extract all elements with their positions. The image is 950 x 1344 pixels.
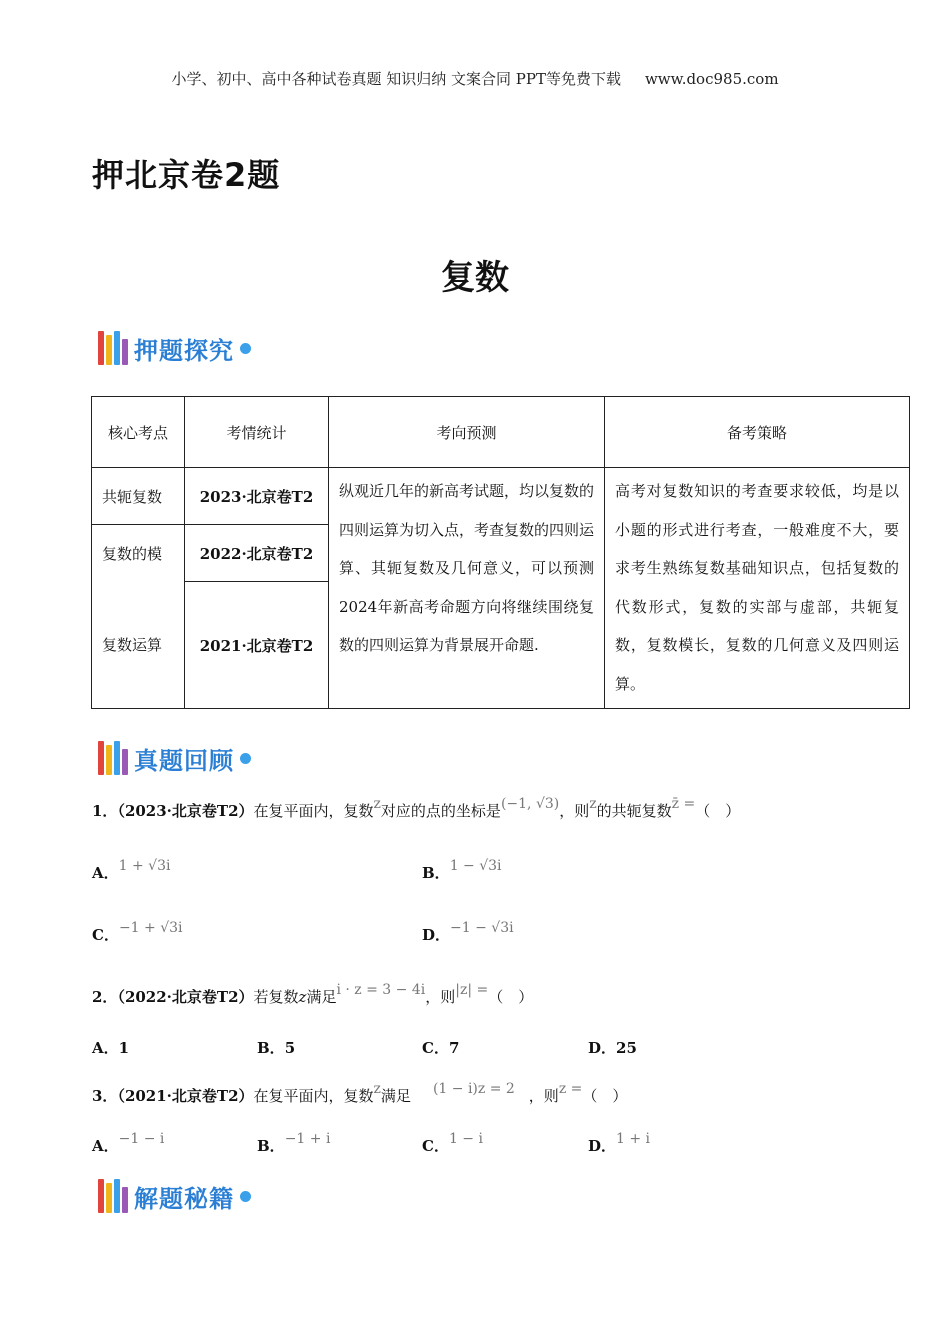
question-source: （2022·北京卷T2） bbox=[117, 988, 254, 1006]
answer-paren: （ ） bbox=[582, 1087, 628, 1105]
option-label: B． bbox=[257, 1039, 285, 1057]
option-c[interactable] bbox=[422, 1037, 459, 1058]
dot-icon bbox=[240, 1191, 251, 1202]
question-text: 在复平面内，复数 bbox=[253, 802, 374, 820]
option-expr: 1 − i bbox=[448, 1131, 483, 1147]
option-a[interactable] bbox=[92, 1131, 165, 1156]
option-label: C． bbox=[422, 1039, 449, 1057]
option-a[interactable] bbox=[92, 858, 171, 883]
option-expr: 7 bbox=[448, 1039, 460, 1057]
option-c[interactable] bbox=[92, 920, 183, 945]
topic-cell: 共轭复数 bbox=[92, 468, 185, 525]
answer-paren: （ ） bbox=[488, 988, 534, 1006]
topic-title: 复数 bbox=[441, 258, 509, 298]
question-number: 2． bbox=[92, 988, 118, 1006]
stat-cell: 2021·北京卷T2 bbox=[185, 582, 329, 709]
option-expr: 25 bbox=[616, 1039, 637, 1057]
option-expr: 1 − √3i bbox=[449, 858, 502, 874]
question-source: （2023·北京卷T2） bbox=[117, 802, 254, 820]
strategy-cell: 高考对复数知识的考查要求较低，均是以小题的形式进行考查，一般难度不大，要求考生熟练复数基础知识点，包括复数的代数形式，复数的实部与虚部，共轭复数，复数模长，复数的几何意义及四则运算。 bbox=[605, 468, 910, 709]
option-expr: −1 − √3i bbox=[450, 920, 514, 936]
question-3 bbox=[92, 1081, 628, 1106]
header-cell: 备考策略 bbox=[605, 397, 910, 468]
math-z: z bbox=[589, 796, 597, 812]
option-label: D． bbox=[422, 926, 451, 944]
header-site[interactable]: www.doc985.com bbox=[644, 70, 779, 88]
option-label: C． bbox=[422, 1137, 449, 1155]
option-label: B． bbox=[422, 864, 450, 882]
topic-cell: 复数运算 bbox=[92, 582, 185, 709]
stat-cell: 2022·北京卷T2 bbox=[185, 525, 329, 582]
header-cell: 核心考点 bbox=[92, 397, 185, 468]
table-row bbox=[92, 468, 910, 525]
topic-cell: 复数的模 bbox=[92, 525, 185, 582]
option-d[interactable] bbox=[588, 1037, 637, 1058]
stat-cell: 2023·北京卷T2 bbox=[185, 468, 329, 525]
question-2 bbox=[92, 982, 534, 1007]
header-cell: 考向预测 bbox=[329, 397, 605, 468]
option-expr: 5 bbox=[284, 1039, 296, 1057]
page-header bbox=[0, 68, 950, 89]
option-d[interactable] bbox=[422, 920, 514, 945]
question-text: ，则 bbox=[528, 1087, 559, 1105]
option-c[interactable] bbox=[422, 1131, 483, 1156]
math-z: z bbox=[373, 1081, 381, 1097]
question-text: 若复数 bbox=[253, 988, 299, 1006]
option-expr: −1 − i bbox=[118, 1131, 165, 1147]
option-b[interactable] bbox=[257, 1131, 331, 1156]
question-text: 满足 bbox=[306, 988, 337, 1006]
question-text: 的共轭复数 bbox=[596, 802, 672, 820]
math-modulus: |z| = bbox=[455, 982, 489, 998]
option-label: D． bbox=[588, 1137, 617, 1155]
document-title: 押北京卷2题 bbox=[92, 156, 281, 194]
section-heading-explore bbox=[98, 328, 251, 368]
section-title: 真题回顾 bbox=[134, 746, 234, 775]
math-conjugate: z̄ = bbox=[671, 796, 696, 812]
books-icon bbox=[98, 331, 130, 365]
option-label: A． bbox=[92, 864, 119, 882]
answer-paren: （ ） bbox=[695, 802, 741, 820]
math-equation: i · z = 3 − 4i bbox=[336, 982, 426, 998]
option-a[interactable] bbox=[92, 1037, 129, 1058]
question-text: ，则 bbox=[425, 988, 456, 1006]
question-number: 1． bbox=[92, 802, 118, 820]
option-label: A． bbox=[92, 1137, 119, 1155]
question-text: 满足 bbox=[380, 1087, 411, 1105]
question-text: ，则 bbox=[559, 802, 590, 820]
section-heading-review bbox=[98, 738, 251, 778]
header-text: 小学、初中、高中各种试卷真题 知识归纳 文案合同 PPT等免费下载 bbox=[171, 70, 621, 88]
question-number: 3． bbox=[92, 1087, 118, 1105]
question-text: 在复平面内，复数 bbox=[253, 1087, 374, 1105]
option-expr: 1 + √3i bbox=[118, 858, 171, 874]
question-text: 对应的点的坐标是 bbox=[380, 802, 501, 820]
section-title: 押题探究 bbox=[134, 336, 234, 365]
dot-icon bbox=[240, 753, 251, 764]
header-cell: 考情统计 bbox=[185, 397, 329, 468]
option-label: B． bbox=[257, 1137, 285, 1155]
exam-analysis-table bbox=[91, 396, 910, 709]
option-label: C． bbox=[92, 926, 119, 944]
question-1 bbox=[92, 796, 741, 821]
books-icon bbox=[98, 1179, 130, 1213]
question-source: （2021·北京卷T2） bbox=[117, 1087, 254, 1105]
math-z: z bbox=[298, 988, 307, 1006]
math-coordinate: (−1, √3) bbox=[500, 796, 560, 812]
option-expr: −1 + i bbox=[284, 1131, 331, 1147]
option-d[interactable] bbox=[588, 1131, 651, 1156]
dot-icon bbox=[240, 343, 251, 354]
option-expr: 1 bbox=[118, 1039, 130, 1057]
math-equation: (1 − i)z = 2 bbox=[432, 1081, 515, 1097]
option-b[interactable] bbox=[422, 858, 502, 883]
math-z: z bbox=[373, 796, 381, 812]
math-z-equals: z = bbox=[558, 1081, 583, 1097]
option-b[interactable] bbox=[257, 1037, 295, 1058]
table-header-row bbox=[92, 397, 910, 468]
option-expr: 1 + i bbox=[616, 1131, 651, 1147]
section-heading-secrets bbox=[98, 1176, 251, 1216]
section-title: 解题秘籍 bbox=[134, 1184, 234, 1213]
prediction-cell: 纵观近几年的新高考试题，均以复数的四则运算为切入点，考查复数的四则运算、其轭复数及几何意义，可以预测2024年新高考命题方向将继续围绕复数的四则运算为背景展开命题. bbox=[329, 468, 605, 709]
books-icon bbox=[98, 741, 130, 775]
option-label: A． bbox=[92, 1039, 119, 1057]
option-expr: −1 + √3i bbox=[118, 920, 183, 936]
option-label: D． bbox=[588, 1039, 617, 1057]
